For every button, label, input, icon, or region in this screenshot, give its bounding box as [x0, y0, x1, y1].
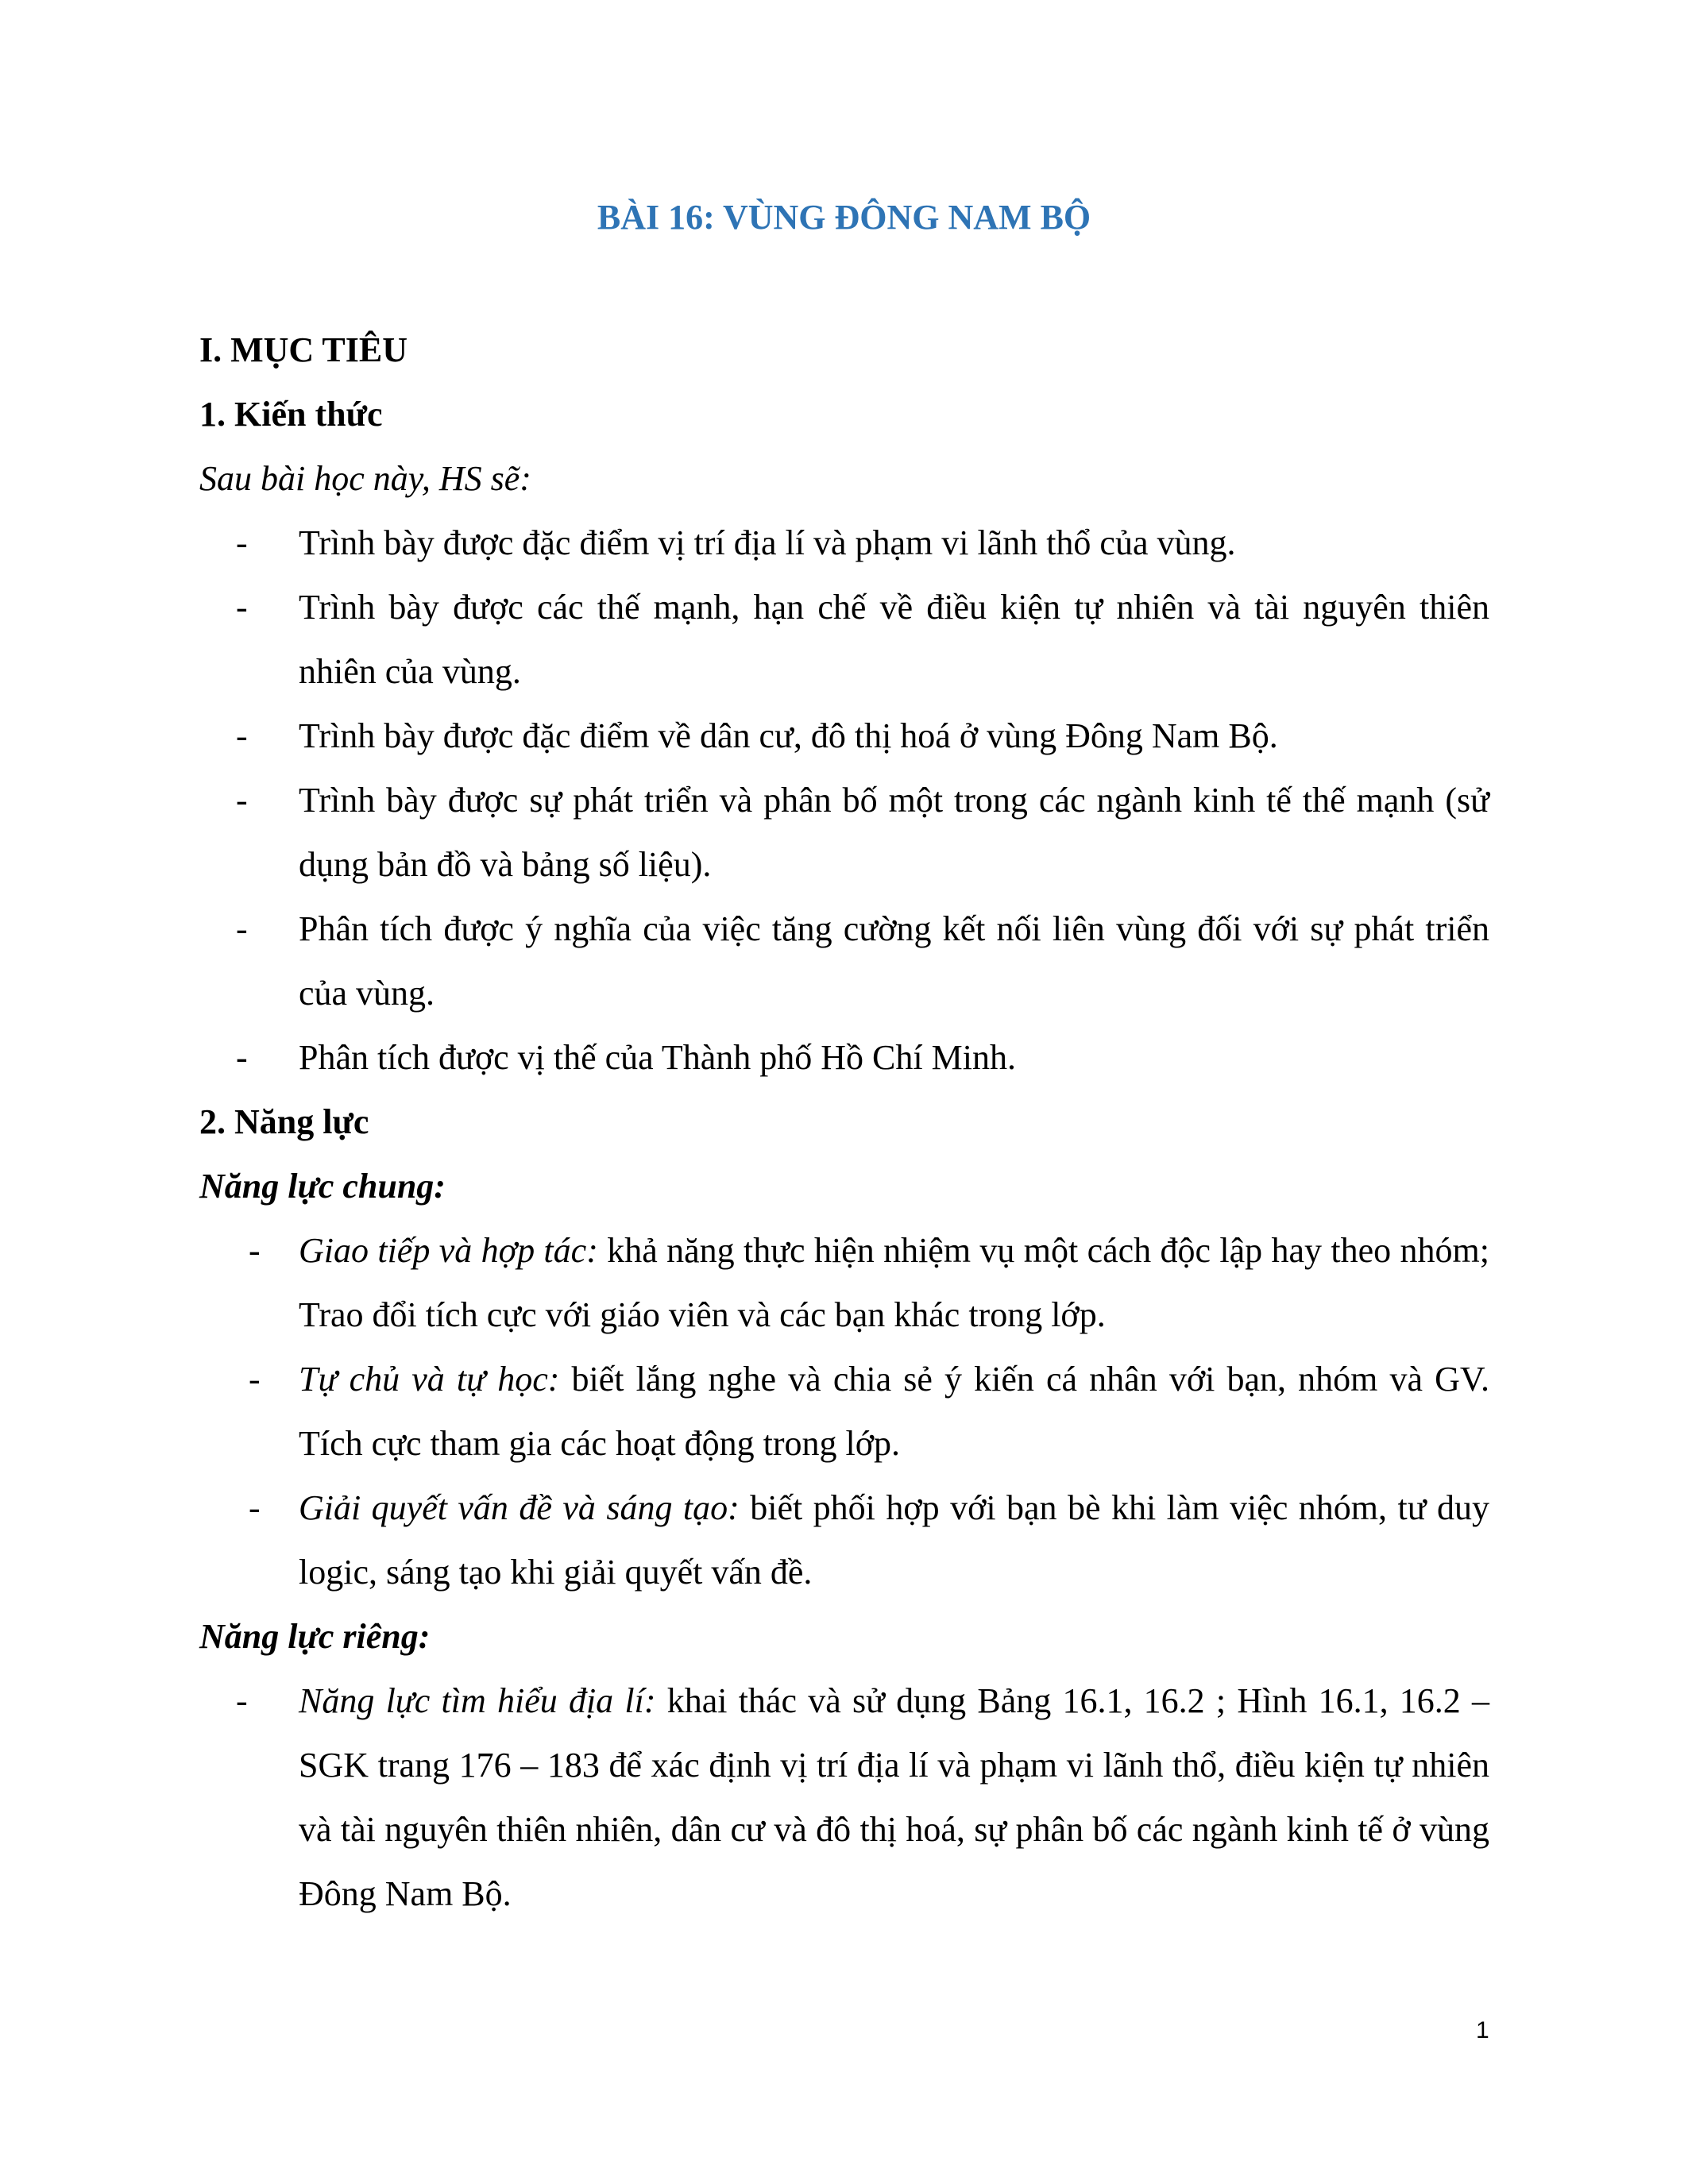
page-number: 1	[1476, 2017, 1489, 2043]
subsection-heading: 1. Kiến thức	[199, 395, 383, 434]
list-item: - Giải quyết vấn đề và sáng tạo: biết phối hợp với bạn bè khi làm việc nhóm, tư duy logic, sáng tạo khi giải quyết vấn đề.	[249, 1488, 1489, 1592]
list-item: - Trình bày được đặc điểm vị trí địa lí và phạm vi lãnh thổ của vùng.	[236, 523, 1236, 562]
general-heading: Năng lực chung:	[199, 1167, 446, 1206]
section-heading: I. MỤC TIÊU	[199, 330, 408, 369]
list-item: - Trình bày được đặc điểm về dân cư, đô thị hoá ở vùng Đông Nam Bộ.	[236, 716, 1278, 755]
document-title: BÀI 16: VÙNG ĐÔNG NAM BỘ	[597, 198, 1091, 237]
document-body	[199, 318, 1489, 1926]
list-item: - Phân tích được ý nghĩa của việc tăng cường kết nối liên vùng đối với sự phát triển của vùng.	[236, 909, 1489, 1013]
intro-text: Sau bài học này, HS sẽ:	[199, 459, 531, 498]
list-item: - Giao tiếp và hợp tác: khả năng thực hiện nhiệm vụ một cách độc lập hay theo nhóm; Trao đổi tích cực với giáo viên và các bạn khác trong lớp.	[249, 1231, 1489, 1334]
list-item: - Trình bày được sự phát triển và phân bố một trong các ngành kinh tế thế mạnh (sử dụng bản đồ và bảng số liệu).	[236, 781, 1489, 884]
subsection-heading: 2. Năng lực	[199, 1102, 369, 1141]
list-item: - Phân tích được vị thế của Thành phố Hồ Chí Minh.	[236, 1038, 1016, 1077]
list-item: - Năng lực tìm hiểu địa lí: khai thác và sử dụng Bảng 16.1, 16.2 ; Hình 16.1, 16.2 – SGK trang 176 – 183 để xác định vị trí địa lí và phạm vi lãnh thổ, điều kiện tự nhiên và tài nguyên thiên nhiên, dân cư và đô thị hoá, sự phân bố các ngành kinh tế ở vùng Đông Nam Bộ.	[236, 1681, 1490, 1913]
list-item: - Trình bày được các thế mạnh, hạn chế về điều kiện tự nhiên và tài nguyên thiên nhiên của vùng.	[236, 588, 1489, 691]
specific-heading: Năng lực riêng:	[199, 1617, 431, 1656]
knowledge-list	[199, 511, 1489, 1090]
general-list	[199, 1218, 1489, 1604]
specific-list	[199, 1669, 1489, 1926]
list-item: - Tự chủ và tự học: biết lắng nghe và chia sẻ ý kiến cá nhân với bạn, nhóm và GV. Tích cực tham gia các hoạt động trong lớp.	[249, 1360, 1489, 1463]
